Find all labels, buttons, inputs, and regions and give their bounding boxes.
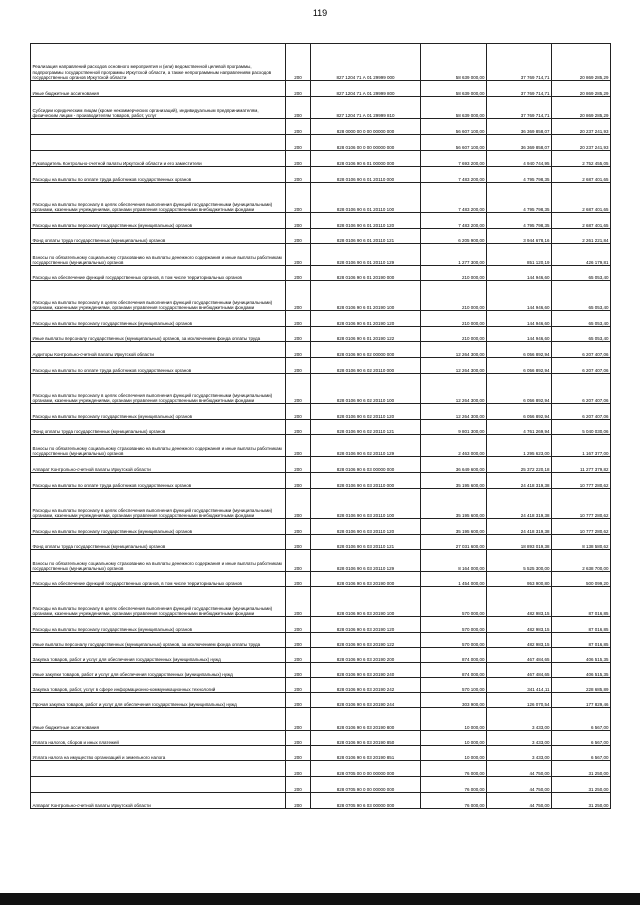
cell-name: Фонд оплаты труда государственных (муниципальных) органов <box>31 420 286 435</box>
table-row <box>31 535 611 550</box>
cell-rest: 20 869 285,29 <box>552 44 611 81</box>
cell-admin: 200 <box>286 648 311 663</box>
cell-exec: 341 414,11 <box>487 678 552 693</box>
cell-plan: 2 463 000,00 <box>421 435 487 457</box>
cell-admin: 200 <box>286 183 311 213</box>
cell-name <box>31 777 286 793</box>
cell-code: 828 0705 90 6 03 00000 000 <box>311 793 421 809</box>
table-row <box>31 311 611 327</box>
cell-plan: 12 264 300,00 <box>421 342 487 358</box>
table-row <box>31 489 611 519</box>
cell-exec: 44 750,00 <box>487 793 552 809</box>
cell-name: Иные закупки товаров, работ и услуг для обеспечения государственных (муниципальных) нужд <box>31 663 286 678</box>
cell-rest: 426 179,81 <box>552 244 611 266</box>
cell-exec: 3 433,00 <box>487 708 552 731</box>
cell-admin: 200 <box>286 457 311 473</box>
cell-admin: 200 <box>286 777 311 793</box>
cell-name: Расходы на выплаты персоналу в целях обеспечения выполнения функций государственными (муниципальными) органами, казенными учреждениями, органами управления государственными внебюджетными фондами <box>31 489 286 519</box>
table-row <box>31 81 611 97</box>
cell-plan: 10 000,00 <box>421 746 487 761</box>
cell-admin: 200 <box>286 663 311 678</box>
cell-exec: 18 893 019,38 <box>487 535 552 550</box>
cell-exec: 24 418 319,38 <box>487 489 552 519</box>
cell-rest: 1 167 377,00 <box>552 435 611 457</box>
cell-plan: 58 639 000,00 <box>421 97 487 119</box>
cell-admin: 200 <box>286 213 311 229</box>
cell-exec: 36 369 858,07 <box>487 135 552 151</box>
cell-rest: 228 685,89 <box>552 678 611 693</box>
cell-admin: 200 <box>286 550 311 572</box>
table-row <box>31 550 611 572</box>
cell-name: Расходы на выплаты по оплате труда работников государственных органов <box>31 358 286 374</box>
cell-name: Уплата налогов, сборов и иных платежей <box>31 731 286 746</box>
cell-admin: 200 <box>286 167 311 183</box>
cell-name: Расходы на выплаты персоналу государственных (муниципальных) органов <box>31 404 286 420</box>
cell-admin: 200 <box>286 473 311 489</box>
cell-exec: 4 795 798,35 <box>487 167 552 183</box>
cell-exec: 144 946,60 <box>487 327 552 342</box>
cell-name: Расходы на выплаты персоналу государственных (муниципальных) органов <box>31 213 286 229</box>
table-row <box>31 420 611 435</box>
cell-name: Руководитель Контрольно-счетной палаты Иркутской области и его заместители <box>31 151 286 167</box>
table-row <box>31 648 611 663</box>
cell-plan: 58 639 000,00 <box>421 81 487 97</box>
cell-exec: 6 056 892,94 <box>487 342 552 358</box>
cell-code: 828 0106 90 6 02 20110 120 <box>311 404 421 420</box>
cell-name: Расходы на выплаты по оплате труда работников государственных органов <box>31 473 286 489</box>
cell-admin: 200 <box>286 572 311 587</box>
cell-name: Расходы на обеспечение функций государственных органов, в том числе территориальных органов <box>31 266 286 281</box>
cell-plan: 76 000,00 <box>421 793 487 809</box>
cell-plan: 12 264 300,00 <box>421 358 487 374</box>
cell-code: 828 0106 90 6 02 20110 000 <box>311 358 421 374</box>
cell-plan: 35 195 600,00 <box>421 473 487 489</box>
cell-rest: 87 016,85 <box>552 587 611 617</box>
cell-rest: 2 687 401,65 <box>552 213 611 229</box>
cell-code: 828 0106 90 6 03 20110 100 <box>311 489 421 519</box>
cell-plan: 6 205 900,00 <box>421 229 487 244</box>
cell-plan: 210 000,00 <box>421 327 487 342</box>
table-row <box>31 693 611 708</box>
cell-name <box>31 761 286 777</box>
cell-exec: 3 433,00 <box>487 731 552 746</box>
cell-plan: 7 693 200,00 <box>421 151 487 167</box>
cell-admin: 200 <box>286 135 311 151</box>
cell-code: 828 0106 90 6 03 20190 120 <box>311 617 421 633</box>
cell-exec: 24 418 319,38 <box>487 473 552 489</box>
cell-code: 828 0106 90 6 02 20110 121 <box>311 420 421 435</box>
cell-code: 828 0106 90 6 01 20190 122 <box>311 327 421 342</box>
cell-code: 828 0705 90 0 00 00000 000 <box>311 777 421 793</box>
cell-admin: 200 <box>286 358 311 374</box>
table-row <box>31 435 611 457</box>
cell-exec: 37 769 714,71 <box>487 97 552 119</box>
cell-plan: 874 000,00 <box>421 648 487 663</box>
cell-rest: 31 250,00 <box>552 761 611 777</box>
cell-admin: 200 <box>286 731 311 746</box>
cell-rest: 87 016,85 <box>552 617 611 633</box>
cell-name: Расходы на выплаты по оплате труда работников государственных органов <box>31 167 286 183</box>
table-row <box>31 44 611 81</box>
cell-code: 828 0106 90 6 03 00000 000 <box>311 457 421 473</box>
cell-code: 828 0106 90 6 03 20190 000 <box>311 572 421 587</box>
cell-code: 828 0106 90 6 02 00000 000 <box>311 342 421 358</box>
cell-rest: 31 250,00 <box>552 777 611 793</box>
budget-table-body <box>31 44 611 809</box>
cell-code: 827 1204 71 А 01 29999 810 <box>311 97 421 119</box>
cell-admin: 200 <box>286 793 311 809</box>
cell-rest: 20 869 285,29 <box>552 97 611 119</box>
cell-rest: 2 752 455,05 <box>552 151 611 167</box>
table-row <box>31 678 611 693</box>
cell-admin: 200 <box>286 519 311 535</box>
cell-code: 828 0106 90 6 03 20190 851 <box>311 746 421 761</box>
cell-plan: 303 900,00 <box>421 693 487 708</box>
table-row <box>31 374 611 404</box>
table-row <box>31 572 611 587</box>
table-row <box>31 587 611 617</box>
cell-exec: 467 484,65 <box>487 648 552 663</box>
cell-exec: 482 983,15 <box>487 587 552 617</box>
cell-name: Прочая закупка товаров, работ и услуг для обеспечения государственных (муниципальных) нужд <box>31 693 286 708</box>
cell-code: 828 0106 90 6 03 20110 129 <box>311 550 421 572</box>
cell-code: 828 0106 90 6 02 20110 129 <box>311 435 421 457</box>
cell-name: Фонд оплаты труда государственных (муниципальных) органов <box>31 535 286 550</box>
cell-rest: 10 777 280,62 <box>552 489 611 519</box>
cell-plan: 8 164 000,00 <box>421 550 487 572</box>
table-row <box>31 244 611 266</box>
table-row <box>31 793 611 809</box>
cell-code: 828 0106 90 6 03 20110 121 <box>311 535 421 550</box>
cell-code: 828 0106 90 6 01 20190 100 <box>311 281 421 311</box>
table-row <box>31 97 611 119</box>
cell-name: Расходы на выплаты персоналу в целях обеспечения выполнения функций государственными (муниципальными) органами, казенными учреждениями, органами управления государственными внебюджетными фондами <box>31 374 286 404</box>
cell-exec: 3 433,00 <box>487 746 552 761</box>
cell-admin: 200 <box>286 327 311 342</box>
cell-rest: 2 261 221,84 <box>552 229 611 244</box>
cell-admin: 200 <box>286 761 311 777</box>
cell-code: 828 0106 90 6 01 20110 000 <box>311 167 421 183</box>
table-row <box>31 617 611 633</box>
cell-name: Иные бюджетные ассигнования <box>31 81 286 97</box>
cell-exec: 4 795 798,35 <box>487 213 552 229</box>
cell-exec: 37 769 714,71 <box>487 81 552 97</box>
cell-exec: 5 525 300,00 <box>487 550 552 572</box>
cell-name: Иные выплаты персоналу государственных (муниципальных) органов, за исключением фонда оплаты труда <box>31 633 286 648</box>
cell-code: 828 0106 90 6 03 20190 100 <box>311 587 421 617</box>
cell-admin: 200 <box>286 244 311 266</box>
cell-code: 827 1204 71 А 01 29999 000 <box>311 44 421 81</box>
cell-plan: 7 483 200,00 <box>421 213 487 229</box>
cell-admin: 200 <box>286 489 311 519</box>
cell-plan: 10 000,00 <box>421 708 487 731</box>
table-row <box>31 167 611 183</box>
cell-exec: 44 750,00 <box>487 761 552 777</box>
cell-admin: 200 <box>286 374 311 404</box>
budget-table <box>30 43 611 809</box>
cell-rest: 5 040 030,06 <box>552 420 611 435</box>
page-number: 119 <box>312 8 328 18</box>
cell-plan: 76 000,00 <box>421 761 487 777</box>
cell-name: Расходы на выплаты персоналу государственных (муниципальных) органов <box>31 519 286 535</box>
cell-rest: 6 207 407,06 <box>552 358 611 374</box>
cell-admin: 200 <box>286 633 311 648</box>
cell-exec: 851 120,19 <box>487 244 552 266</box>
cell-admin: 200 <box>286 617 311 633</box>
table-row <box>31 457 611 473</box>
cell-name: Взносы по обязательному социальному страхованию на выплаты денежного содержания и иные выплаты работникам государственных (муниципальных) органов <box>31 244 286 266</box>
cell-plan: 570 000,00 <box>421 617 487 633</box>
cell-name: Аппарат Контрольно-счетной палаты Иркутской области <box>31 457 286 473</box>
cell-exec: 6 056 892,94 <box>487 374 552 404</box>
cell-rest: 406 515,35 <box>552 663 611 678</box>
cell-name: Расходы на выплаты персоналу государственных (муниципальных) органов <box>31 617 286 633</box>
cell-rest: 177 829,46 <box>552 693 611 708</box>
cell-rest: 2 638 700,00 <box>552 550 611 572</box>
cell-rest: 20 237 241,93 <box>552 119 611 135</box>
cell-admin: 200 <box>286 44 311 81</box>
cell-exec: 24 418 319,38 <box>487 519 552 535</box>
cell-plan: 210 000,00 <box>421 266 487 281</box>
cell-plan: 27 031 600,00 <box>421 535 487 550</box>
cell-name: Расходы на обеспечение функций государственных органов, в том числе территориальных органов <box>31 572 286 587</box>
cell-admin: 200 <box>286 342 311 358</box>
table-row <box>31 519 611 535</box>
cell-exec: 44 750,00 <box>487 777 552 793</box>
cell-admin: 200 <box>286 420 311 435</box>
table-row <box>31 777 611 793</box>
cell-code: 828 0106 90 6 01 20110 121 <box>311 229 421 244</box>
cell-plan: 10 000,00 <box>421 731 487 746</box>
cell-plan: 56 607 100,00 <box>421 119 487 135</box>
cell-code: 828 0106 90 6 01 20110 129 <box>311 244 421 266</box>
table-row <box>31 633 611 648</box>
table-row <box>31 708 611 731</box>
table-row <box>31 358 611 374</box>
cell-exec: 953 900,80 <box>487 572 552 587</box>
cell-code: 828 0000 00 0 00 00000 000 <box>311 119 421 135</box>
cell-admin: 200 <box>286 81 311 97</box>
cell-exec: 126 070,54 <box>487 693 552 708</box>
cell-rest: 65 053,40 <box>552 327 611 342</box>
table-row <box>31 746 611 761</box>
table-row <box>31 731 611 746</box>
cell-name: Субсидии юридическим лицам (кроме некоммерческих организаций), индивидуальным предпринимателям, физическим лицам - производителям товаров, работ, услуг <box>31 97 286 119</box>
table-row <box>31 135 611 151</box>
cell-exec: 4 940 744,95 <box>487 151 552 167</box>
cell-admin: 200 <box>286 151 311 167</box>
cell-name: Фонд оплаты труда государственных (муниципальных) органов <box>31 229 286 244</box>
cell-rest: 2 687 401,65 <box>552 167 611 183</box>
table-row <box>31 281 611 311</box>
cell-plan: 874 000,00 <box>421 663 487 678</box>
cell-code: 828 0106 90 6 01 20110 100 <box>311 183 421 213</box>
cell-admin: 200 <box>286 678 311 693</box>
cell-rest: 11 277 379,82 <box>552 457 611 473</box>
cell-code: 828 0106 00 0 00 00000 000 <box>311 135 421 151</box>
cell-code: 828 0705 00 0 00 00000 000 <box>311 761 421 777</box>
cell-plan: 210 000,00 <box>421 281 487 311</box>
cell-exec: 36 369 858,07 <box>487 119 552 135</box>
cell-plan: 1 277 300,00 <box>421 244 487 266</box>
cell-rest: 87 016,85 <box>552 633 611 648</box>
cell-code: 828 0106 90 6 02 20110 100 <box>311 374 421 404</box>
cell-name: Расходы на выплаты персоналу в целях обеспечения выполнения функций государственными (муниципальными) органами, казенными учреждениями, органами управления государственными внебюджетными фондами <box>31 587 286 617</box>
cell-plan: 210 000,00 <box>421 311 487 327</box>
cell-rest: 31 250,00 <box>552 793 611 809</box>
cell-exec: 37 769 714,71 <box>487 44 552 81</box>
cell-name: Уплата налога на имущество организаций и земельного налога <box>31 746 286 761</box>
table-row <box>31 151 611 167</box>
cell-admin: 200 <box>286 708 311 731</box>
cell-code: 828 0106 90 6 01 20190 120 <box>311 311 421 327</box>
table-row <box>31 119 611 135</box>
cell-exec: 6 056 892,94 <box>487 358 552 374</box>
cell-rest: 8 138 580,62 <box>552 535 611 550</box>
cell-name <box>31 119 286 135</box>
cell-name <box>31 135 286 151</box>
cell-rest: 2 687 401,65 <box>552 183 611 213</box>
table-row <box>31 663 611 678</box>
cell-exec: 144 946,60 <box>487 266 552 281</box>
table-row <box>31 327 611 342</box>
cell-rest: 65 053,40 <box>552 266 611 281</box>
cell-code: 828 0106 90 6 03 20110 000 <box>311 473 421 489</box>
cell-name: Закупка товаров, работ и услуг для обеспечения государственных (муниципальных) нужд <box>31 648 286 663</box>
cell-code: 828 0106 90 6 03 20190 800 <box>311 708 421 731</box>
table-row <box>31 229 611 244</box>
cell-plan: 1 454 000,00 <box>421 572 487 587</box>
cell-plan: 570 000,00 <box>421 633 487 648</box>
cell-name: Взносы по обязательному социальному страхованию на выплаты денежного содержания и иные выплаты работникам государственных (муниципальных) органов <box>31 435 286 457</box>
cell-rest: 10 777 280,62 <box>552 473 611 489</box>
table-row <box>31 213 611 229</box>
cell-name: Расходы на выплаты персоналу в целях обеспечения выполнения функций государственными (муниципальными) органами, казенными учреждениями, органами управления государственными внебюджетными фондами <box>31 281 286 311</box>
cell-code: 827 1204 71 А 01 29999 800 <box>311 81 421 97</box>
cell-plan: 570 100,00 <box>421 678 487 693</box>
cell-code: 828 0106 90 6 03 20190 244 <box>311 693 421 708</box>
cell-plan: 56 607 100,00 <box>421 135 487 151</box>
cell-exec: 6 056 892,94 <box>487 404 552 420</box>
cell-admin: 200 <box>286 404 311 420</box>
cell-code: 828 0106 90 6 01 20190 000 <box>311 266 421 281</box>
cell-plan: 9 801 300,00 <box>421 420 487 435</box>
cell-name: Расходы на выплаты персоналу государственных (муниципальных) органов <box>31 311 286 327</box>
cell-code: 828 0106 90 6 03 20190 200 <box>311 648 421 663</box>
cell-name: Иные бюджетные ассигнования <box>31 708 286 731</box>
cell-admin: 200 <box>286 435 311 457</box>
cell-admin: 200 <box>286 746 311 761</box>
table-row <box>31 266 611 281</box>
cell-rest: 6 567,00 <box>552 746 611 761</box>
cell-exec: 4 761 269,94 <box>487 420 552 435</box>
cell-name: Аудиторы Контрольно-счетной палаты Иркутской области <box>31 342 286 358</box>
cell-admin: 200 <box>286 311 311 327</box>
cell-admin: 200 <box>286 266 311 281</box>
cell-exec: 482 983,15 <box>487 617 552 633</box>
cell-plan: 35 195 600,00 <box>421 519 487 535</box>
table-row <box>31 404 611 420</box>
cell-code: 828 0106 90 6 01 20110 120 <box>311 213 421 229</box>
cell-code: 828 0106 90 6 03 20190 242 <box>311 678 421 693</box>
cell-rest: 406 515,35 <box>552 648 611 663</box>
cell-rest: 6 567,00 <box>552 731 611 746</box>
table-row <box>31 473 611 489</box>
cell-admin: 200 <box>286 97 311 119</box>
cell-plan: 12 264 300,00 <box>421 374 487 404</box>
cell-exec: 144 946,60 <box>487 281 552 311</box>
cell-admin: 200 <box>286 119 311 135</box>
cell-plan: 12 264 300,00 <box>421 404 487 420</box>
cell-rest: 10 777 280,62 <box>552 519 611 535</box>
cell-exec: 4 795 798,35 <box>487 183 552 213</box>
cell-admin: 200 <box>286 535 311 550</box>
cell-plan: 76 000,00 <box>421 777 487 793</box>
cell-name: Закупка товаров, работ, услуг в сфере информационно-коммуникационных технологий <box>31 678 286 693</box>
cell-rest: 6 567,00 <box>552 708 611 731</box>
cell-rest: 65 053,40 <box>552 281 611 311</box>
cell-admin: 200 <box>286 281 311 311</box>
cell-name: Аппарат Контрольно-счетной палаты Иркутской области <box>31 793 286 809</box>
cell-exec: 1 295 623,00 <box>487 435 552 457</box>
cell-admin: 200 <box>286 693 311 708</box>
cell-name: Расходы на выплаты персоналу в целях обеспечения выполнения функций государственными (муниципальными) органами, казенными учреждениями, органами управления государственными внебюджетными фондами <box>31 183 286 213</box>
cell-code: 828 0106 90 6 01 00000 000 <box>311 151 421 167</box>
cell-plan: 58 639 000,00 <box>421 44 487 81</box>
cell-exec: 467 484,65 <box>487 663 552 678</box>
cell-exec: 482 983,15 <box>487 633 552 648</box>
cell-rest: 6 207 407,06 <box>552 404 611 420</box>
cell-admin: 200 <box>286 587 311 617</box>
cell-plan: 35 195 600,00 <box>421 489 487 519</box>
cell-code: 828 0106 90 6 03 20110 120 <box>311 519 421 535</box>
cell-code: 828 0106 90 6 03 20190 850 <box>311 731 421 746</box>
cell-plan: 36 649 600,00 <box>421 457 487 473</box>
cell-admin: 200 <box>286 229 311 244</box>
cell-rest: 20 869 285,29 <box>552 81 611 97</box>
cell-exec: 25 372 220,18 <box>487 457 552 473</box>
cell-exec: 144 946,60 <box>487 311 552 327</box>
cell-plan: 7 483 200,00 <box>421 183 487 213</box>
cell-plan: 570 000,00 <box>421 587 487 617</box>
cell-plan: 7 483 200,00 <box>421 167 487 183</box>
cell-rest: 6 207 407,06 <box>552 342 611 358</box>
cell-exec: 3 944 678,16 <box>487 229 552 244</box>
cell-code: 828 0106 90 6 03 20190 122 <box>311 633 421 648</box>
scan-bottom-edge <box>0 893 640 905</box>
cell-rest: 65 053,40 <box>552 311 611 327</box>
cell-name: Иные выплаты персоналу государственных (муниципальных) органов, за исключением фонда оплаты труда <box>31 327 286 342</box>
table-row <box>31 761 611 777</box>
cell-rest: 20 237 241,93 <box>552 135 611 151</box>
cell-name: Реализация направлений расходов основного мероприятия и (или) ведомственной целевой программы, подпрограммы государственной программы Иркутской области, а также непрограммным направлениям расходов государственных органов Иркутской области <box>31 44 286 81</box>
table-row <box>31 342 611 358</box>
table-row <box>31 183 611 213</box>
cell-rest: 500 099,20 <box>552 572 611 587</box>
cell-rest: 6 207 407,06 <box>552 374 611 404</box>
cell-code: 828 0106 90 6 03 20190 240 <box>311 663 421 678</box>
cell-name: Взносы по обязательному социальному страхованию на выплаты денежного содержания и иные выплаты работникам государственных (муниципальных) органов <box>31 550 286 572</box>
